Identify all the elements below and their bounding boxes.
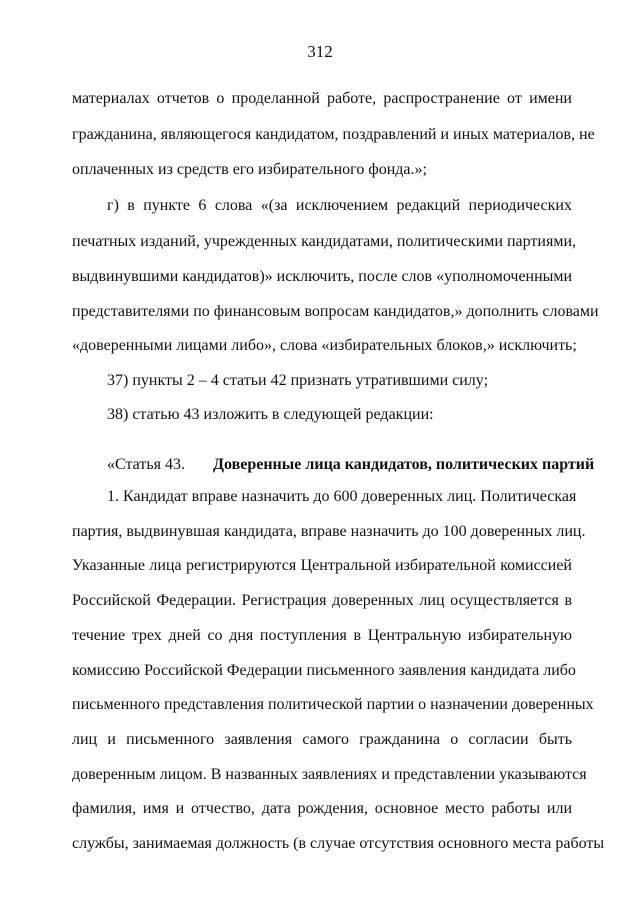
paragraph-line: оплаченных из средств его избирательного фонда.»; — [72, 161, 427, 178]
article-line: 1. Кандидат вправе назначить до 600 доверенных лиц. Политическая — [107, 488, 577, 505]
article-line: комиссию Российской Федерации письменного заявления кандидата либо — [72, 662, 576, 679]
article-line: доверенным лицом. В названных заявлениях и представлении указываются — [72, 766, 587, 783]
article-line: течение трех дней со дня поступления в Центральную избирательную — [72, 627, 572, 644]
paragraph-line: материалах отчетов о проделанной работе, распространение от имени — [72, 90, 572, 107]
article-heading — [107, 455, 594, 475]
article-line: Указанные лица регистрируются Центральной избирательной комиссией — [72, 557, 572, 574]
article-line: фамилия, имя и отчество, дата рождения, основное место работы или — [72, 800, 572, 817]
paragraph-line: выдвинувшими кандидатов)» исключить, после слов «уполномоченными — [72, 268, 573, 285]
paragraph-line: 37) пункты 2 – 4 статьи 42 признать утратившими силу; — [107, 372, 489, 389]
paragraph-line: гражданина, являющегося кандидатом, поздравлений и иных материалов, не — [72, 126, 595, 143]
article-line: Российской Федерации. Регистрация доверенных лиц осуществляется в — [72, 592, 572, 609]
article-label: «Статья 43. — [107, 456, 185, 473]
article-line: письменного представления политической партии о назначении доверенных — [72, 696, 594, 713]
paragraph-line: г) в пункте 6 слова «(за исключением редакций периодических — [107, 197, 572, 214]
paragraph-line: печатных изданий, учрежденных кандидатами, политическими партиями, — [72, 233, 577, 250]
paragraph-line: 38) статью 43 изложить в следующей редакции: — [107, 406, 434, 423]
article-line: лиц и письменного заявления самого гражданина о согласии быть — [72, 731, 572, 748]
article-line: службы, занимаемая должность (в случае отсутствия основного места работы — [72, 835, 605, 852]
paragraph-line: представителями по финансовым вопросам кандидатов,» дополнить словами — [72, 303, 599, 320]
paragraph-line: «доверенными лицами либо», слова «избирательных блоков,» исключить; — [72, 337, 577, 354]
article-line: партия, выдвинувшая кандидата, вправе назначить до 100 доверенных лиц. — [72, 523, 586, 540]
article-title: Доверенные лица кандидатов, политических партий — [212, 456, 595, 473]
page-number: 312 — [307, 42, 333, 61]
